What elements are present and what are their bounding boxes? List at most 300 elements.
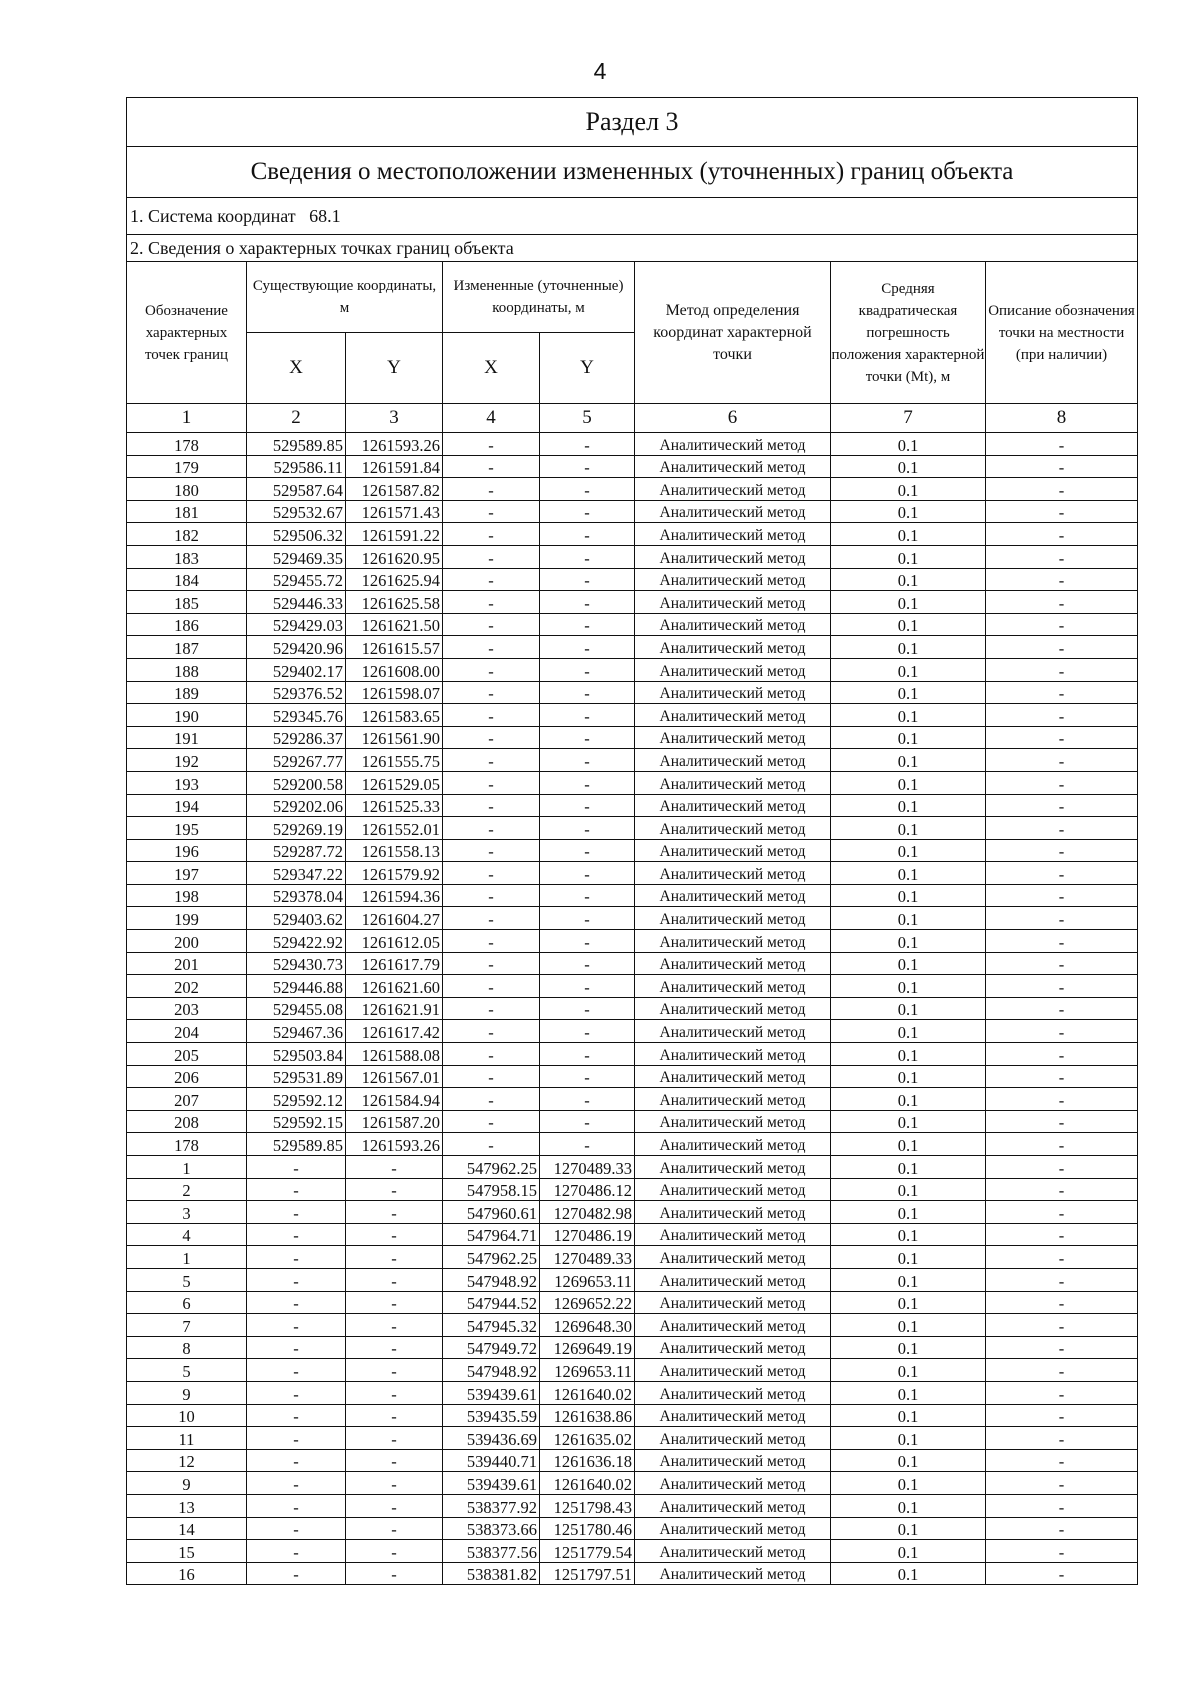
existing-x-cell: - xyxy=(247,1404,346,1427)
point-id-cell: 207 xyxy=(127,1088,247,1111)
changed-x-cell: - xyxy=(443,568,540,591)
changed-y-cell: - xyxy=(540,636,635,659)
changed-x-cell: 547948.92 xyxy=(443,1359,540,1382)
table-row xyxy=(127,433,1138,456)
point-id-cell: 186 xyxy=(127,613,247,636)
method-cell: Аналитический метод xyxy=(635,952,831,975)
error-cell: 0.1 xyxy=(831,726,986,749)
changed-x-cell: 547962.25 xyxy=(443,1156,540,1179)
changed-y-cell: - xyxy=(540,500,635,523)
point-id-cell: 184 xyxy=(127,568,247,591)
changed-y-cell: 1261636.18 xyxy=(540,1449,635,1472)
existing-x-cell: 529446.33 xyxy=(247,591,346,614)
existing-x-cell: 529378.04 xyxy=(247,884,346,907)
changed-y-cell: - xyxy=(540,839,635,862)
existing-y-cell: 1261593.26 xyxy=(346,433,443,456)
method-cell: Аналитический метод xyxy=(635,1540,831,1563)
description-cell: - xyxy=(986,1562,1138,1585)
existing-y-cell: 1261625.94 xyxy=(346,568,443,591)
existing-y-cell: 1261620.95 xyxy=(346,545,443,568)
table-row xyxy=(127,862,1138,885)
col-number: 3 xyxy=(346,404,443,433)
description-cell: - xyxy=(986,952,1138,975)
error-cell: 0.1 xyxy=(831,1268,986,1291)
point-id-cell: 178 xyxy=(127,1133,247,1156)
changed-y-cell: - xyxy=(540,1110,635,1133)
error-cell: 0.1 xyxy=(831,930,986,953)
existing-x-cell: - xyxy=(247,1472,346,1495)
changed-y-cell: - xyxy=(540,681,635,704)
col-number: 7 xyxy=(831,404,986,433)
changed-x-cell: - xyxy=(443,1110,540,1133)
point-id-cell: 2 xyxy=(127,1178,247,1201)
description-cell: - xyxy=(986,568,1138,591)
object-title xyxy=(127,147,1138,198)
existing-y-cell: - xyxy=(346,1472,443,1495)
point-id-cell: 182 xyxy=(127,523,247,546)
table-row xyxy=(127,681,1138,704)
table-row xyxy=(127,545,1138,568)
existing-y-cell: 1261617.79 xyxy=(346,952,443,975)
error-cell: 0.1 xyxy=(831,1562,986,1585)
error-cell: 0.1 xyxy=(831,1540,986,1563)
changed-y-cell: - xyxy=(540,1020,635,1043)
changed-x-cell: - xyxy=(443,455,540,478)
error-cell: 0.1 xyxy=(831,1314,986,1337)
changed-y-cell: 1269649.19 xyxy=(540,1336,635,1359)
changed-y-cell: 1261640.02 xyxy=(540,1472,635,1495)
error-cell: 0.1 xyxy=(831,1359,986,1382)
method-cell: Аналитический метод xyxy=(635,1291,831,1314)
existing-y-cell: 1261612.05 xyxy=(346,930,443,953)
existing-x-cell: - xyxy=(247,1427,346,1450)
existing-y-cell: - xyxy=(346,1223,443,1246)
changed-y-cell: - xyxy=(540,884,635,907)
existing-y-cell: - xyxy=(346,1562,443,1585)
method-cell: Аналитический метод xyxy=(635,433,831,456)
existing-x-cell: 529455.72 xyxy=(247,568,346,591)
table-row xyxy=(127,1381,1138,1404)
description-cell: - xyxy=(986,1178,1138,1201)
method-cell: Аналитический метод xyxy=(635,704,831,727)
changed-x-cell: 539440.71 xyxy=(443,1449,540,1472)
existing-y-cell: - xyxy=(346,1381,443,1404)
description-cell: - xyxy=(986,1449,1138,1472)
method-cell: Аналитический метод xyxy=(635,839,831,862)
changed-x-cell: 547964.71 xyxy=(443,1223,540,1246)
method-cell: Аналитический метод xyxy=(635,1472,831,1495)
header-changed-coords: Измененные (уточненные) координаты, м xyxy=(443,262,635,333)
changed-y-cell: - xyxy=(540,749,635,772)
changed-x-cell: - xyxy=(443,636,540,659)
description-cell: - xyxy=(986,545,1138,568)
point-id-cell: 189 xyxy=(127,681,247,704)
point-id-cell: 201 xyxy=(127,952,247,975)
changed-y-cell: 1269653.11 xyxy=(540,1359,635,1382)
existing-x-cell: - xyxy=(247,1449,346,1472)
table-row xyxy=(127,794,1138,817)
error-cell: 0.1 xyxy=(831,455,986,478)
description-cell: - xyxy=(986,1201,1138,1224)
description-cell: - xyxy=(986,500,1138,523)
changed-x-cell: 539439.61 xyxy=(443,1472,540,1495)
changed-y-cell: - xyxy=(540,862,635,885)
points-table-body xyxy=(127,433,1138,1585)
method-cell: Аналитический метод xyxy=(635,1156,831,1179)
description-cell: - xyxy=(986,523,1138,546)
existing-x-cell: - xyxy=(247,1246,346,1269)
description-cell: - xyxy=(986,1268,1138,1291)
description-cell: - xyxy=(986,591,1138,614)
description-cell: - xyxy=(986,1043,1138,1066)
existing-y-cell: - xyxy=(346,1404,443,1427)
description-cell: - xyxy=(986,884,1138,907)
changed-x-cell: - xyxy=(443,862,540,885)
description-cell: - xyxy=(986,749,1138,772)
header-error: Средняя квадратическая погрешность положения характерной точки (Mt), м xyxy=(831,262,986,404)
existing-y-cell: 1261621.50 xyxy=(346,613,443,636)
existing-y-cell: 1261621.91 xyxy=(346,997,443,1020)
method-cell: Аналитический метод xyxy=(635,1359,831,1382)
method-cell: Аналитический метод xyxy=(635,1178,831,1201)
error-cell: 0.1 xyxy=(831,545,986,568)
changed-y-cell: 1270489.33 xyxy=(540,1156,635,1179)
table-row xyxy=(127,1517,1138,1540)
table-row xyxy=(127,1201,1138,1224)
point-id-cell: 3 xyxy=(127,1201,247,1224)
description-cell: - xyxy=(986,1020,1138,1043)
existing-y-cell: - xyxy=(346,1540,443,1563)
table-row xyxy=(127,1291,1138,1314)
table-row xyxy=(127,1494,1138,1517)
existing-x-cell: 529592.12 xyxy=(247,1088,346,1111)
existing-y-cell: 1261594.36 xyxy=(346,884,443,907)
existing-y-cell: 1261591.22 xyxy=(346,523,443,546)
error-cell: 0.1 xyxy=(831,433,986,456)
error-cell: 0.1 xyxy=(831,817,986,840)
existing-x-cell: - xyxy=(247,1201,346,1224)
point-id-cell: 1 xyxy=(127,1156,247,1179)
description-cell: - xyxy=(986,1291,1138,1314)
changed-y-cell: - xyxy=(540,1065,635,1088)
existing-x-cell: - xyxy=(247,1223,346,1246)
existing-x-cell: - xyxy=(247,1494,346,1517)
changed-x-cell: - xyxy=(443,591,540,614)
changed-x-cell: - xyxy=(443,545,540,568)
method-cell: Аналитический метод xyxy=(635,1562,831,1585)
point-id-cell: 1 xyxy=(127,1246,247,1269)
existing-y-cell: 1261608.00 xyxy=(346,658,443,681)
changed-y-cell: - xyxy=(540,907,635,930)
table-row xyxy=(127,1178,1138,1201)
boundary-table xyxy=(126,97,1138,1585)
table-row xyxy=(127,636,1138,659)
existing-x-cell: 529506.32 xyxy=(247,523,346,546)
changed-x-cell: - xyxy=(443,1043,540,1066)
point-id-cell: 192 xyxy=(127,749,247,772)
existing-x-cell: - xyxy=(247,1540,346,1563)
existing-x-cell: 529286.37 xyxy=(247,726,346,749)
method-cell: Аналитический метод xyxy=(635,591,831,614)
error-cell: 0.1 xyxy=(831,1291,986,1314)
existing-y-cell: 1261598.07 xyxy=(346,681,443,704)
method-cell: Аналитический метод xyxy=(635,1517,831,1540)
changed-x-cell: - xyxy=(443,930,540,953)
error-cell: 0.1 xyxy=(831,1246,986,1269)
method-cell: Аналитический метод xyxy=(635,907,831,930)
existing-y-cell: 1261555.75 xyxy=(346,749,443,772)
table-row xyxy=(127,1449,1138,1472)
changed-y-cell: 1270486.12 xyxy=(540,1178,635,1201)
existing-x-cell: 529200.58 xyxy=(247,771,346,794)
table-row xyxy=(127,1427,1138,1450)
method-cell: Аналитический метод xyxy=(635,568,831,591)
error-cell: 0.1 xyxy=(831,1088,986,1111)
error-cell: 0.1 xyxy=(831,839,986,862)
changed-x-cell: 547944.52 xyxy=(443,1291,540,1314)
description-cell: - xyxy=(986,907,1138,930)
method-cell: Аналитический метод xyxy=(635,658,831,681)
error-cell: 0.1 xyxy=(831,749,986,772)
point-id-cell: 4 xyxy=(127,1223,247,1246)
changed-x-cell: 539435.59 xyxy=(443,1404,540,1427)
changed-y-cell: 1261640.02 xyxy=(540,1381,635,1404)
header-method: Метод определения координат характерной точки xyxy=(635,262,831,404)
table-row xyxy=(127,839,1138,862)
method-cell: Аналитический метод xyxy=(635,975,831,998)
error-cell: 0.1 xyxy=(831,907,986,930)
error-cell: 0.1 xyxy=(831,613,986,636)
error-cell: 0.1 xyxy=(831,591,986,614)
changed-x-cell: 547962.25 xyxy=(443,1246,540,1269)
point-id-cell: 188 xyxy=(127,658,247,681)
header-existing-y: Y xyxy=(346,333,443,404)
header-description: Описание обозначения точки на местности (при наличии) xyxy=(986,262,1138,404)
existing-x-cell: 529467.36 xyxy=(247,1020,346,1043)
existing-y-cell: - xyxy=(346,1449,443,1472)
table-row xyxy=(127,704,1138,727)
description-cell: - xyxy=(986,1110,1138,1133)
existing-y-cell: 1261525.33 xyxy=(346,794,443,817)
method-cell: Аналитический метод xyxy=(635,1268,831,1291)
table-row xyxy=(127,1472,1138,1495)
changed-x-cell: - xyxy=(443,433,540,456)
existing-y-cell: 1261584.94 xyxy=(346,1088,443,1111)
existing-x-cell: 529269.19 xyxy=(247,817,346,840)
changed-y-cell: - xyxy=(540,1133,635,1156)
existing-y-cell: 1261567.01 xyxy=(346,1065,443,1088)
error-cell: 0.1 xyxy=(831,478,986,501)
changed-x-cell: 547945.32 xyxy=(443,1314,540,1337)
error-cell: 0.1 xyxy=(831,884,986,907)
description-cell: - xyxy=(986,997,1138,1020)
existing-x-cell: - xyxy=(247,1562,346,1585)
existing-y-cell: 1261604.27 xyxy=(346,907,443,930)
changed-y-cell: - xyxy=(540,726,635,749)
description-cell: - xyxy=(986,1427,1138,1450)
changed-x-cell: - xyxy=(443,975,540,998)
changed-y-cell: 1261635.02 xyxy=(540,1427,635,1450)
table-row xyxy=(127,1359,1138,1382)
table-row xyxy=(127,1065,1138,1088)
description-cell: - xyxy=(986,433,1138,456)
description-cell: - xyxy=(986,613,1138,636)
existing-y-cell: - xyxy=(346,1517,443,1540)
changed-x-cell: - xyxy=(443,1133,540,1156)
method-cell: Аналитический метод xyxy=(635,1336,831,1359)
changed-x-cell: - xyxy=(443,907,540,930)
method-cell: Аналитический метод xyxy=(635,1088,831,1111)
table-row xyxy=(127,884,1138,907)
table-row xyxy=(127,726,1138,749)
page-number: 4 xyxy=(593,58,607,84)
method-cell: Аналитический метод xyxy=(635,771,831,794)
method-cell: Аналитический метод xyxy=(635,1494,831,1517)
existing-x-cell: 529402.17 xyxy=(247,658,346,681)
changed-x-cell: - xyxy=(443,1088,540,1111)
col-number: 2 xyxy=(247,404,346,433)
existing-x-cell: 529503.84 xyxy=(247,1043,346,1066)
existing-y-cell: - xyxy=(346,1156,443,1179)
description-cell: - xyxy=(986,1381,1138,1404)
existing-x-cell: 529589.85 xyxy=(247,433,346,456)
table-row xyxy=(127,1314,1138,1337)
existing-y-cell: - xyxy=(346,1291,443,1314)
point-id-cell: 16 xyxy=(127,1562,247,1585)
method-cell: Аналитический метод xyxy=(635,1020,831,1043)
error-cell: 0.1 xyxy=(831,1178,986,1201)
method-cell: Аналитический метод xyxy=(635,636,831,659)
error-cell: 0.1 xyxy=(831,1494,986,1517)
table-row xyxy=(127,1336,1138,1359)
existing-y-cell: - xyxy=(346,1201,443,1224)
existing-x-cell: 529202.06 xyxy=(247,794,346,817)
method-cell: Аналитический метод xyxy=(635,1043,831,1066)
table-row xyxy=(127,613,1138,636)
changed-y-cell: - xyxy=(540,1043,635,1066)
error-cell: 0.1 xyxy=(831,568,986,591)
changed-y-cell: 1251780.46 xyxy=(540,1517,635,1540)
table-row xyxy=(127,1043,1138,1066)
point-id-cell: 194 xyxy=(127,794,247,817)
changed-x-cell: - xyxy=(443,500,540,523)
description-cell: - xyxy=(986,478,1138,501)
existing-y-cell: - xyxy=(346,1359,443,1382)
description-cell: - xyxy=(986,1156,1138,1179)
table-row xyxy=(127,930,1138,953)
existing-x-cell: - xyxy=(247,1291,346,1314)
description-cell: - xyxy=(986,726,1138,749)
point-id-cell: 183 xyxy=(127,545,247,568)
changed-y-cell: 1270482.98 xyxy=(540,1201,635,1224)
error-cell: 0.1 xyxy=(831,1517,986,1540)
table-row xyxy=(127,907,1138,930)
existing-x-cell: 529347.22 xyxy=(247,862,346,885)
error-cell: 0.1 xyxy=(831,1043,986,1066)
method-cell: Аналитический метод xyxy=(635,455,831,478)
point-id-cell: 191 xyxy=(127,726,247,749)
description-cell: - xyxy=(986,1065,1138,1088)
changed-x-cell: 547960.61 xyxy=(443,1201,540,1224)
changed-x-cell: - xyxy=(443,771,540,794)
coord-system-value: 68.1 xyxy=(309,205,341,226)
description-cell: - xyxy=(986,1404,1138,1427)
point-id-cell: 11 xyxy=(127,1427,247,1450)
error-cell: 0.1 xyxy=(831,704,986,727)
description-cell: - xyxy=(986,930,1138,953)
existing-x-cell: - xyxy=(247,1268,346,1291)
header-existing-coords: Существующие координаты, м xyxy=(247,262,443,333)
changed-x-cell: - xyxy=(443,817,540,840)
method-cell: Аналитический метод xyxy=(635,478,831,501)
table-row xyxy=(127,455,1138,478)
object-title-text: Сведения о местоположении измененных (уточненных) границ объекта xyxy=(250,158,1014,185)
error-cell: 0.1 xyxy=(831,1472,986,1495)
description-cell: - xyxy=(986,1517,1138,1540)
error-cell: 0.1 xyxy=(831,658,986,681)
table-row xyxy=(127,1088,1138,1111)
header-designation: Обозначение характерных точек границ xyxy=(127,262,247,404)
table-row xyxy=(127,1404,1138,1427)
changed-y-cell: - xyxy=(540,771,635,794)
table-row xyxy=(127,658,1138,681)
method-cell: Аналитический метод xyxy=(635,817,831,840)
changed-x-cell: - xyxy=(443,997,540,1020)
error-cell: 0.1 xyxy=(831,1427,986,1450)
table-row xyxy=(127,1540,1138,1563)
coord-system-label: 1. Система координат xyxy=(130,205,296,226)
changed-x-cell: 538377.56 xyxy=(443,1540,540,1563)
existing-x-cell: 529422.92 xyxy=(247,930,346,953)
error-cell: 0.1 xyxy=(831,975,986,998)
changed-x-cell: 547958.15 xyxy=(443,1178,540,1201)
coord-system-row xyxy=(127,198,1138,235)
changed-y-cell: 1269648.30 xyxy=(540,1314,635,1337)
point-id-cell: 9 xyxy=(127,1381,247,1404)
table-row xyxy=(127,1562,1138,1585)
changed-x-cell: - xyxy=(443,681,540,704)
changed-y-cell: - xyxy=(540,704,635,727)
point-id-cell: 14 xyxy=(127,1517,247,1540)
table-row xyxy=(127,1156,1138,1179)
changed-y-cell: - xyxy=(540,433,635,456)
changed-y-cell: - xyxy=(540,455,635,478)
method-cell: Аналитический метод xyxy=(635,794,831,817)
existing-x-cell: - xyxy=(247,1156,346,1179)
existing-y-cell: 1261591.84 xyxy=(346,455,443,478)
method-cell: Аналитический метод xyxy=(635,726,831,749)
error-cell: 0.1 xyxy=(831,636,986,659)
changed-y-cell: - xyxy=(540,1088,635,1111)
changed-y-cell: 1251798.43 xyxy=(540,1494,635,1517)
existing-y-cell: 1261617.42 xyxy=(346,1020,443,1043)
error-cell: 0.1 xyxy=(831,997,986,1020)
error-cell: 0.1 xyxy=(831,1449,986,1472)
method-cell: Аналитический метод xyxy=(635,1110,831,1133)
method-cell: Аналитический метод xyxy=(635,1246,831,1269)
header-existing-x: X xyxy=(247,333,346,404)
existing-x-cell: 529420.96 xyxy=(247,636,346,659)
existing-y-cell: 1261571.43 xyxy=(346,500,443,523)
changed-x-cell: 547948.92 xyxy=(443,1268,540,1291)
point-id-cell: 200 xyxy=(127,930,247,953)
method-cell: Аналитический метод xyxy=(635,930,831,953)
point-id-cell: 9 xyxy=(127,1472,247,1495)
existing-y-cell: - xyxy=(346,1268,443,1291)
table-row xyxy=(127,1020,1138,1043)
method-cell: Аналитический метод xyxy=(635,500,831,523)
existing-x-cell: 529403.62 xyxy=(247,907,346,930)
